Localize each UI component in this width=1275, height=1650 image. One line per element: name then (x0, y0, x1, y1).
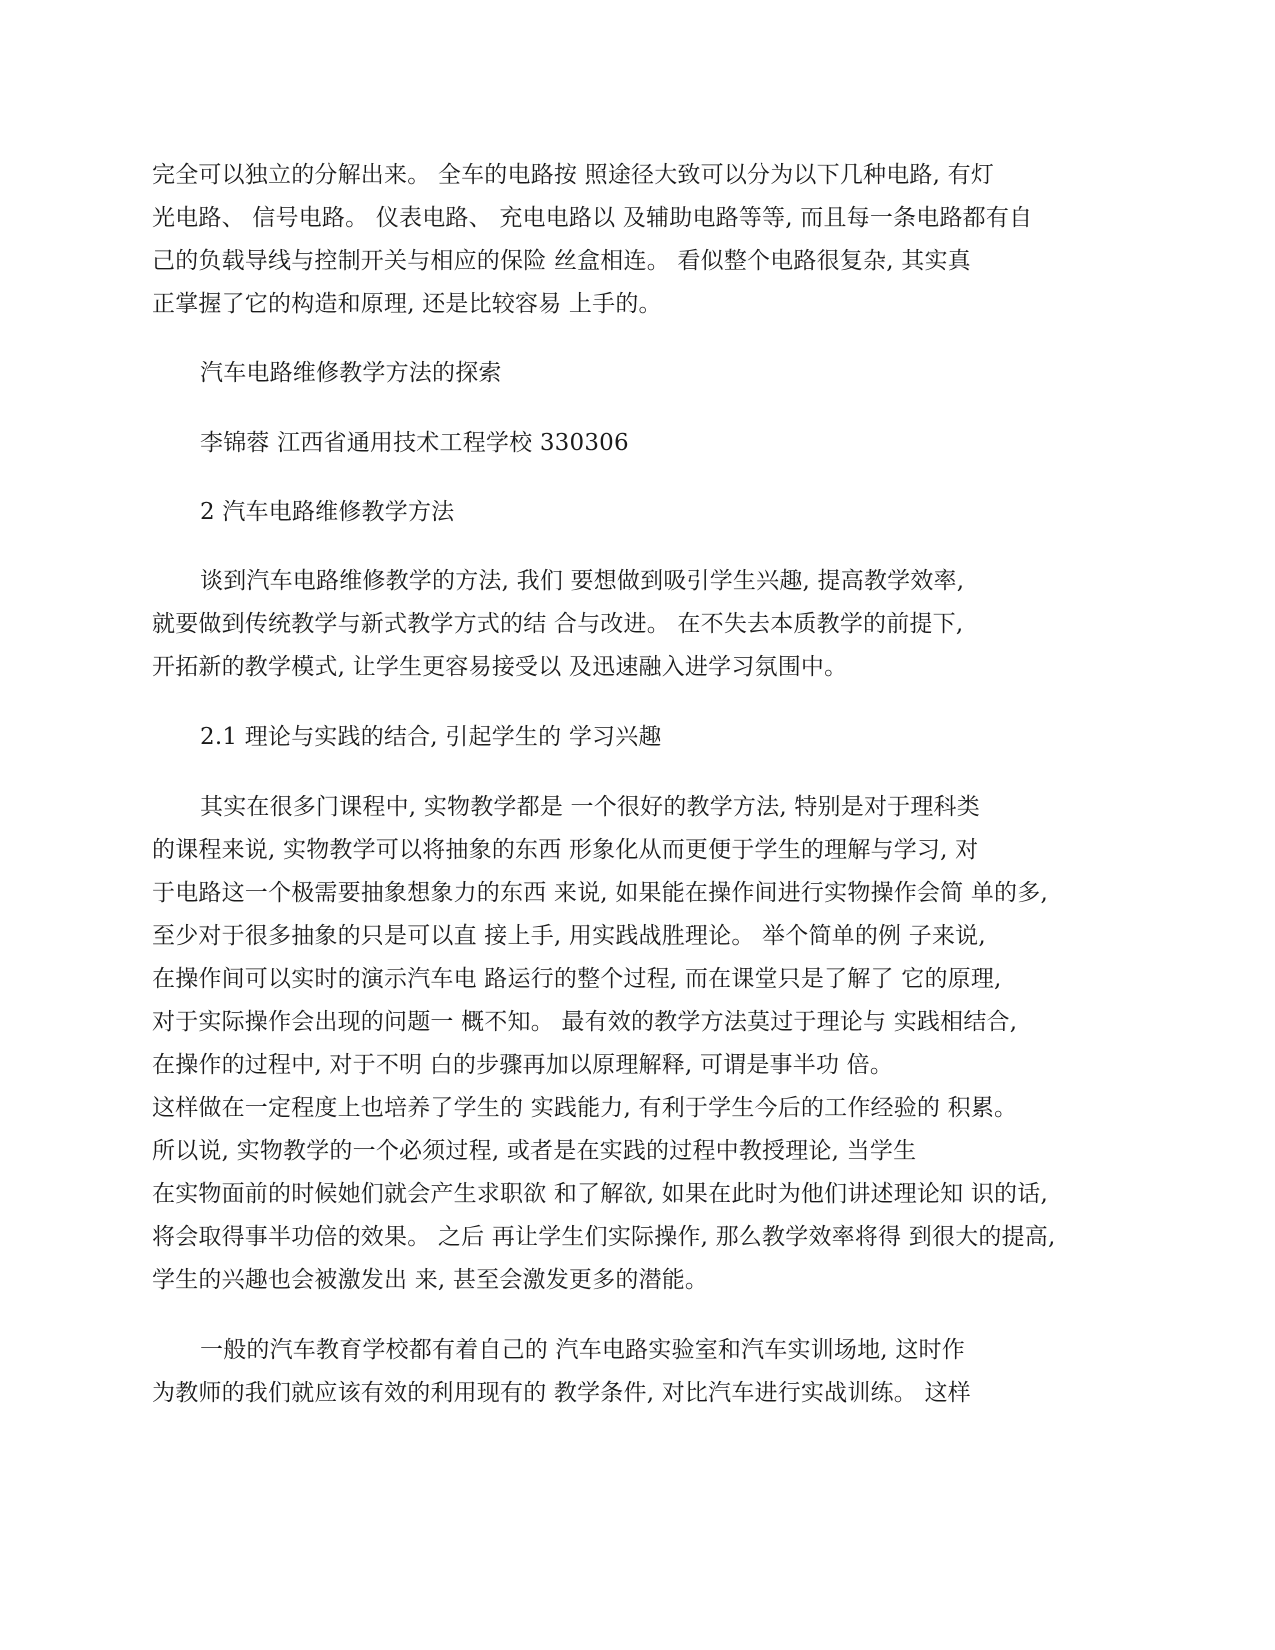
subsection-heading: 2.1 理论与实践的结合, 引起学生的 学习兴趣 (200, 724, 662, 750)
paragraph-line: 对于实际操作会出现的问题一 概不知。 最有效的教学方法莫过于理论与 实践相结合, (152, 1009, 1018, 1035)
author-line: 李锦蓉 江西省通用技术工程学校 330306 (200, 430, 629, 456)
section-heading: 2 汽车电路维修教学方法 (200, 499, 455, 525)
paragraph-line: 在操作间可以实时的演示汽车电 路运行的整个过程, 而在课堂只是了解了 它的原理, (152, 966, 1002, 992)
paragraph-line: 一般的汽车教育学校都有着自己的 汽车电路实验室和汽车实训场地, 这时作 (200, 1337, 965, 1363)
paragraph-line: 所以说, 实物教学的一个必须过程, 或者是在实践的过程中教授理论, 当学生 (152, 1138, 917, 1164)
article-title: 汽车电路维修教学方法的探索 (200, 360, 502, 386)
paragraph-line: 的课程来说, 实物教学可以将抽象的东西 形象化从而更便于学生的理解与学习, 对 (152, 837, 979, 863)
paragraph-line: 学生的兴趣也会被激发出 来, 甚至会激发更多的潜能。 (152, 1267, 709, 1293)
paragraph-line: 至少对于很多抽象的只是可以直 接上手, 用实践战胜理论。 举个简单的例 子来说, (152, 923, 986, 949)
paragraph-line: 开拓新的教学模式, 让学生更容易接受以 及迅速融入进学习氛围中。 (152, 654, 848, 680)
paragraph-line: 于电路这一个极需要抽象想象力的东西 来说, 如果能在操作间进行实物操作会简 单的多, (152, 880, 1048, 906)
paragraph-line: 就要做到传统教学与新式教学方式的结 合与改进。 在不失去本质教学的前提下, (152, 611, 964, 637)
paragraph-line: 为教师的我们就应该有效的利用现有的 教学条件, 对比汽车进行实战训练。 这样 (152, 1380, 971, 1406)
paragraph-line: 其实在很多门课程中, 实物教学都是 一个很好的教学方法, 特别是对于理科类 (200, 794, 980, 820)
paragraph-line: 完全可以独立的分解出来。 全车的电路按 照途径大致可以分为以下几种电路, 有灯 (152, 162, 995, 188)
paragraph-line: 将会取得事半功倍的效果。 之后 再让学生们实际操作, 那么教学效率将得 到很大的提高, (152, 1224, 1056, 1250)
paragraph-line: 在实物面前的时候她们就会产生求职欲 和了解欲, 如果在此时为他们讲述理论知 识的话, (152, 1181, 1048, 1207)
paragraph-line: 在操作的过程中, 对于不明 白的步骤再加以原理解释, 可谓是事半功 倍。 (152, 1052, 894, 1078)
paragraph-line: 这样做在一定程度上也培养了学生的 实践能力, 有利于学生今后的工作经验的 积累。 (152, 1095, 1018, 1121)
paragraph-line: 己的负载导线与控制开关与相应的保险 丝盒相连。 看似整个电路很复杂, 其实真 (152, 248, 971, 274)
paragraph-line: 正掌握了它的构造和原理, 还是比较容易 上手的。 (152, 291, 662, 317)
paragraph-line: 谈到汽车电路维修教学的方法, 我们 要想做到吸引学生兴趣, 提高教学效率, (200, 568, 965, 594)
paragraph-line: 光电路、 信号电路。 仪表电路、 充电电路以 及辅助电路等等, 而且每一条电路都有自 (152, 205, 1033, 231)
